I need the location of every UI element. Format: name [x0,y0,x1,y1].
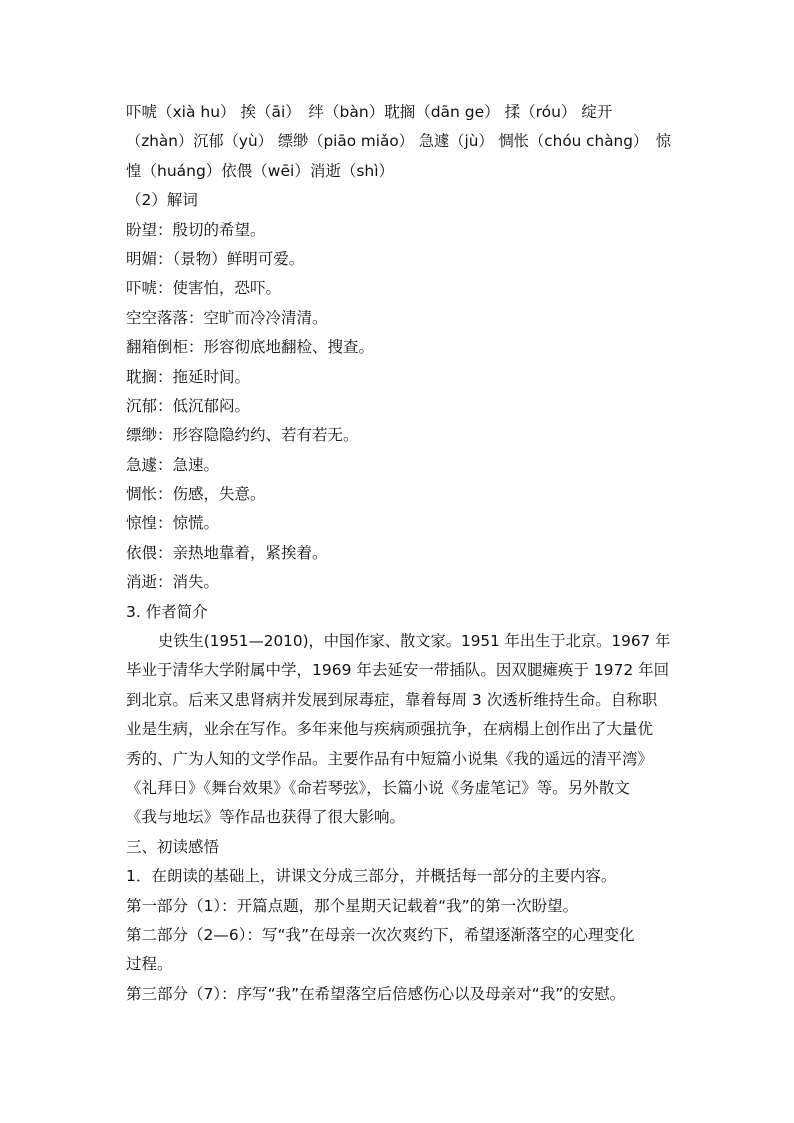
definition-item: 惆怅：伤感，失意。 [126,485,266,504]
section-jieci-heading: （2）解词 [126,191,198,210]
author-heading: 3. 作者简介 [126,602,208,621]
pinyin-text-1: 吓唬（xià hu） 挨（āi） 绊（bàn）耽搁（dān ge） 揉（róu） 绽开 [126,103,613,121]
task-line: 1．在朗读的基础上，讲课文分成三部分，并概括每一部分的主要内容。 [126,867,617,886]
pinyin-line-3 [126,157,674,186]
pinyin-text-2: （zhàn）沉郁（yù） 缥缈（piāo miǎo） 急遽（jù） 惆怅（chóu chàng） 惊 [126,132,672,151]
author-line: 秀的、广为人知的文学作品。主要作品有中短篇小说集《我的遥远的清平湾》 [126,749,654,768]
definition-item: 盼望：殷切的希望。 [126,220,266,239]
author-line: 毕业于清华大学附属中学，1969 年去延安一带插队。因双腿瘫痪于 1972 年回 [126,661,670,680]
definition-item: 空空落落：空旷而冷冷清清。 [126,308,328,327]
author-line: 到北京。后来又患肾病并发展到尿毒症，靠着每周 3 次透析维持生命。自称职 [126,690,658,709]
definition-item: 惊惶：惊慌。 [126,514,220,533]
author-paragraph [126,627,674,833]
pinyin-line-1 [126,98,674,127]
definition-item: 明媚：（景物）鲜明可爱。 [126,249,305,268]
author-line: 业是生病，业余在写作。多年来他与疾病顽强抗争，在病榻上创作出了大量优 [126,720,654,739]
section-three-heading: 三、初读感悟 [126,837,220,856]
document-page [126,98,674,1009]
author-line: 史铁生(1951—2010)，中国作家、散文家。1951 年出生于北京。1967 年 [158,632,671,651]
pinyin-line-2 [126,127,674,156]
definition-item: 沉郁：低沉郁闷。 [126,396,251,415]
definition-item: 急遽：急速。 [126,455,220,474]
definition-item: 翻箱倒柜：形容彻底地翻检、搜查。 [126,338,375,357]
part-two-line-2: 过程。 [126,955,173,974]
pinyin-text-3: 惶（huáng）依偎（wēi）消逝（shì） [126,161,395,180]
part-two-line-1: 第二部分（2—6）：写“我”在母亲一次次爽约下，希望逐渐落空的心理变化 [126,925,635,944]
definition-item: 依偎：亲热地靠着，紧挨着。 [126,543,328,562]
author-line: 《礼拜日》《舞台效果》《命若琴弦》，长篇小说《务虚笔记》等。另外散文 [126,778,630,797]
part-one-line: 第一部分（1）：开篇点题，那个星期天记载着“我”的第一次盼望。 [126,896,579,915]
definition-item: 吓唬：使害怕，恐吓。 [126,279,282,298]
definition-item: 缥缈：形容隐隐约约、若有若无。 [126,426,359,445]
part-three-line: 第三部分（7）：序写“我”在希望落空后倍感伤心以及母亲对“我”的安慰。 [126,984,626,1003]
definition-item: 耽搁：拖延时间。 [126,367,251,386]
definition-item: 消逝：消失。 [126,573,220,592]
author-line: 《我与地坛》等作品也获得了很大影响。 [126,808,406,827]
